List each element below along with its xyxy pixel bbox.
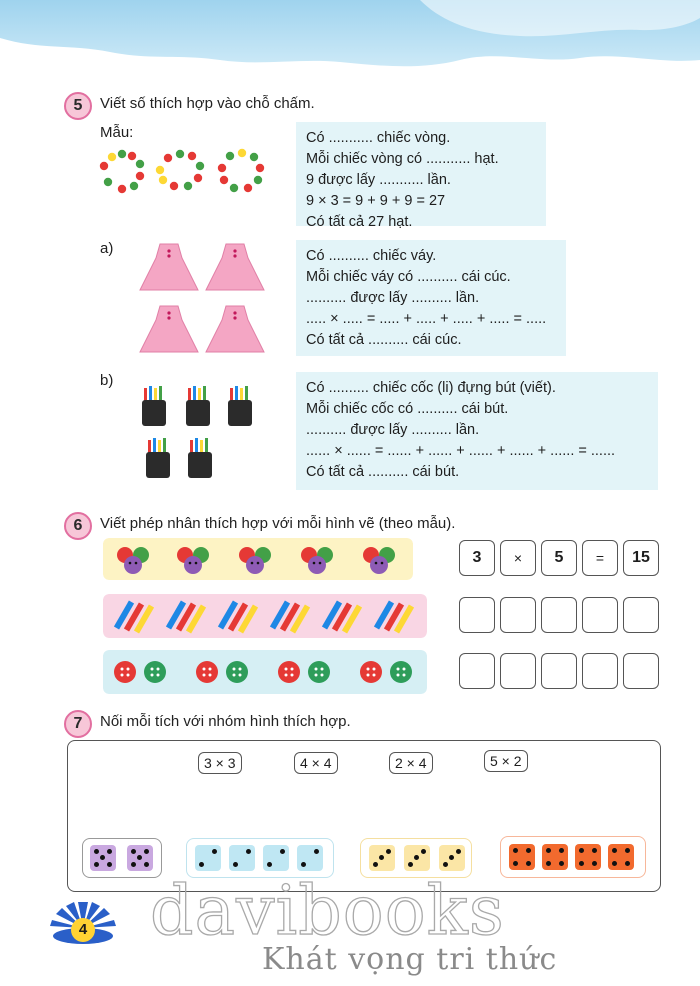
example-factor-1: 3 [459, 540, 495, 576]
product-2x4[interactable]: 2 × 4 [389, 752, 433, 774]
part-b-line: Có .......... chiếc cốc (li) đựng bút (viết). [306, 380, 556, 396]
dress-icon [140, 244, 198, 290]
dice-group-orange[interactable] [500, 836, 646, 878]
example-times-sign: × [500, 540, 536, 576]
die-icon [439, 845, 465, 871]
product-5x2[interactable]: 5 × 2 [484, 750, 528, 772]
crayons-strip [103, 594, 427, 638]
part-a-text-panel [296, 240, 566, 356]
dress-icon [206, 244, 264, 290]
die-icon [404, 845, 430, 871]
pencil-cup-icon [188, 438, 212, 478]
watermark-brand: davibooks [150, 872, 505, 951]
exercise-7-title: Nối mỗi tích với nhóm hình thích hợp. [100, 713, 351, 730]
dress-icon [206, 306, 264, 352]
example-factor-2: 5 [541, 540, 577, 576]
example-product: 15 [623, 540, 659, 576]
answer-box[interactable] [459, 597, 495, 633]
answer-box[interactable] [459, 653, 495, 689]
necklace-2 [156, 150, 204, 190]
exercise-5-number: 5 [64, 92, 92, 120]
die-icon [608, 844, 634, 870]
die-icon [263, 845, 289, 871]
die-icon [509, 844, 535, 870]
page-number: 4 [78, 921, 88, 938]
pencil-cup-icon [228, 386, 252, 426]
sky-header-decoration [0, 0, 700, 80]
part-a-label: a) [100, 240, 114, 257]
die-icon [297, 845, 323, 871]
exercise-6-title: Viết phép nhân thích hợp với mỗi hình vẽ (theo mẫu). [100, 515, 456, 532]
teddy-bears-strip [103, 538, 413, 580]
example-line: 9 × 3 = 9 + 9 + 9 = 27 [306, 193, 446, 209]
pencil-cup-icon [142, 386, 166, 426]
pencil-cup-icon [186, 386, 210, 426]
pink-dresses-image [138, 240, 268, 360]
necklace-3 [218, 149, 264, 192]
part-b-label: b) [100, 372, 114, 389]
product-4x4[interactable]: 4 × 4 [294, 752, 338, 774]
pencil-cups-image [140, 384, 270, 484]
example-line: 9 được lấy ........... lần. [306, 172, 451, 188]
die-icon [127, 845, 153, 871]
answer-box[interactable] [582, 653, 618, 689]
die-icon [575, 844, 601, 870]
part-a-line: .......... được lấy .......... lần. [306, 290, 480, 306]
exercise-5-title: Viết số thích hợp vào chỗ chấm. [100, 95, 315, 112]
answer-box[interactable] [623, 597, 659, 633]
part-b-line: .......... được lấy .......... lần. [306, 422, 480, 438]
example-line: Có ........... chiếc vòng. [306, 130, 451, 146]
example-label: Mẫu: [100, 124, 134, 141]
pencil-cup-icon [146, 438, 170, 478]
example-line: Có tất cả 27 hạt. [306, 214, 413, 230]
part-a-line: Mỗi chiếc váy có .......... cái cúc. [306, 269, 511, 285]
necklace-1 [100, 150, 144, 193]
answer-box[interactable] [500, 653, 536, 689]
part-b-line: ...... × ...... = ...... + ...... + ...... + ...... + ...... = ...... [306, 443, 616, 459]
answer-box[interactable] [582, 597, 618, 633]
buttons-strip [103, 650, 427, 694]
part-b-line: Có tất cả .......... cái bút. [306, 464, 460, 480]
product-3x3[interactable]: 3 × 3 [198, 752, 242, 774]
exercise-7-number: 7 [64, 710, 92, 738]
example-text-panel [296, 122, 546, 230]
part-a-line: ..... × ..... = ..... + ..... + ..... + ..... = ..... [306, 311, 547, 327]
answer-box[interactable] [623, 653, 659, 689]
part-a-line: Có tất cả .......... cái cúc. [306, 332, 462, 348]
die-icon [542, 844, 568, 870]
example-equals-sign: = [582, 540, 618, 576]
die-icon [369, 845, 395, 871]
answer-box[interactable] [500, 597, 536, 633]
example-line: Mỗi chiếc vòng có ........... hạt. [306, 151, 499, 167]
part-a-line: Có .......... chiếc váy. [306, 248, 437, 264]
answer-box[interactable] [541, 653, 577, 689]
die-icon [195, 845, 221, 871]
exercise-6-number: 6 [64, 512, 92, 540]
part-b-text-panel [296, 372, 658, 490]
die-icon [90, 845, 116, 871]
dress-icon [140, 306, 198, 352]
die-icon [229, 845, 255, 871]
watermark-slogan: Khát vọng tri thức [262, 942, 558, 977]
bead-necklaces-image [96, 148, 276, 200]
answer-box[interactable] [541, 597, 577, 633]
part-b-line: Mỗi chiếc cốc có .......... cái bút. [306, 401, 509, 417]
